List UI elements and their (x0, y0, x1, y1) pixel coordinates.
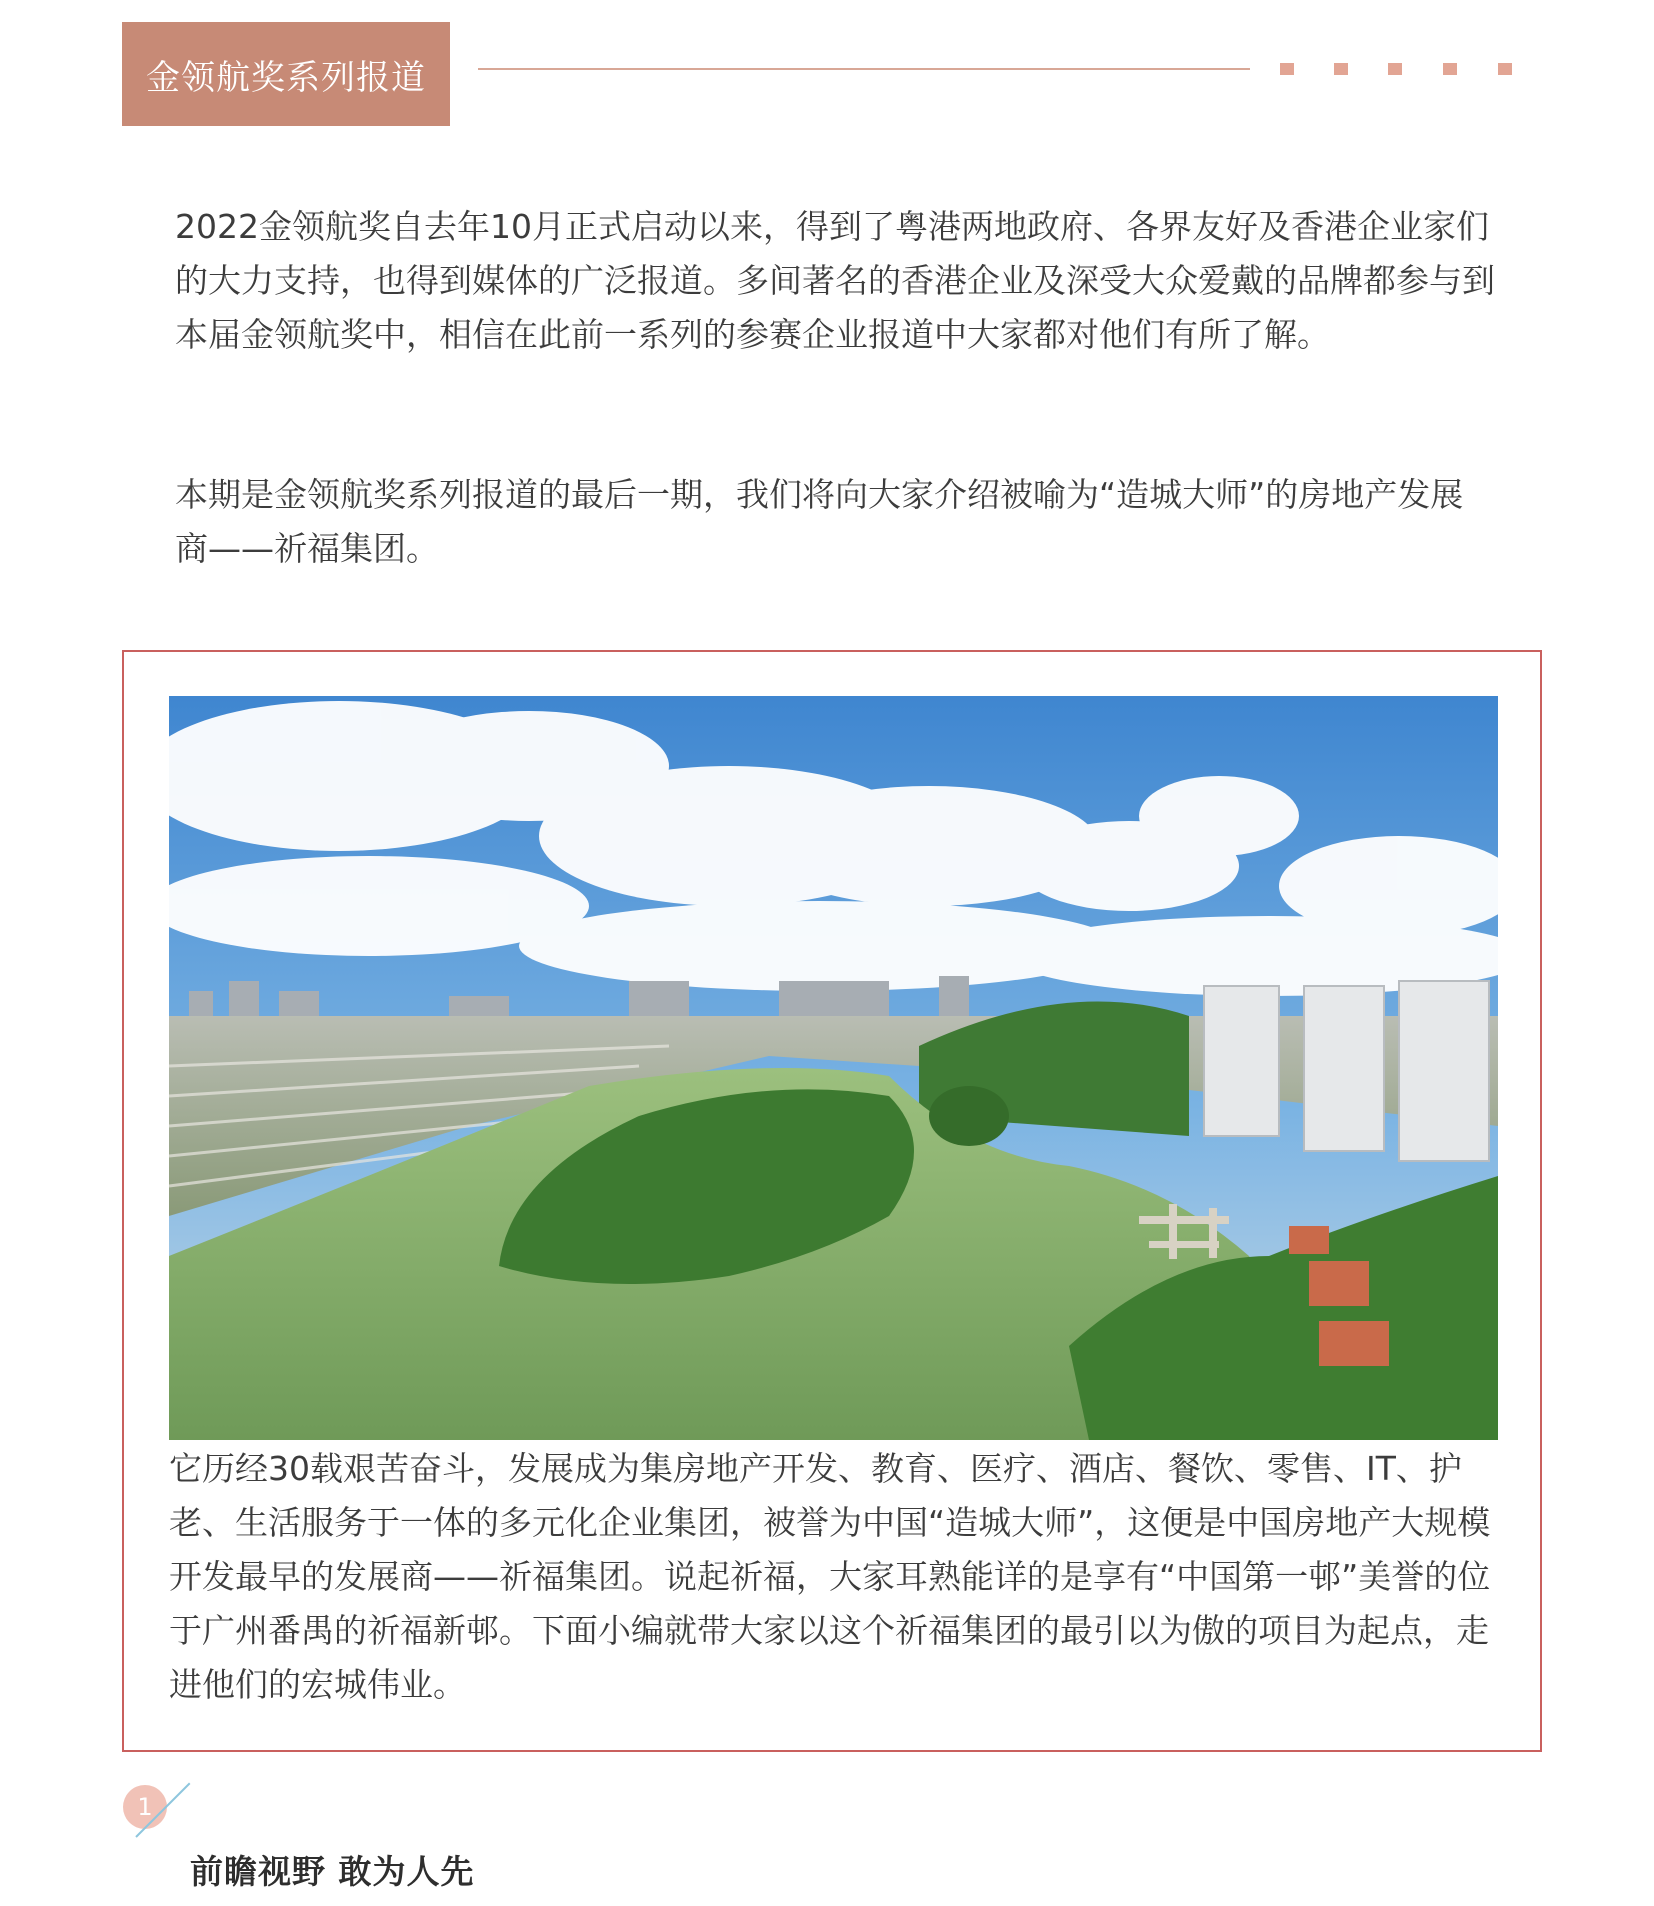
section-title: 前瞻视野 敢为人先 (190, 1852, 475, 1891)
header-dot (1498, 63, 1512, 75)
feature-caption: 它历经30载艰苦奋斗，发展成为集房地产开发、教育、医疗、酒店、餐饮、零售、IT、护老、生活服务于一体的多元化企业集团，被誉为中国“造城大师”，这便是中国房地产大规模开发最早的发展商——祈福集团。说起祈福，大家耳熟能详的是享有“中国第一邨”美誉的位于广州番禺的祈福新邨。下面小编就带大家以这个祈福集团的最引以为傲的项目为起点，走进他们的宏城伟业。 (169, 1449, 1491, 1704)
header-dot (1443, 63, 1457, 75)
section-number-badge: 1 (123, 1785, 167, 1829)
intro-paragraph-1: 2022金领航奖自去年10月正式启动以来，得到了粤港两地政府、各界友好及香港企业家们的大力支持，也得到媒体的广泛报道。多间著名的香港企业及深受大众爱戴的品牌都参与到本届金领航奖中，相信在此前一系列的参赛企业报道中大家都对他们有所了解。 (175, 207, 1495, 354)
aerial-lake-photo (169, 696, 1498, 1440)
intro-paragraph-2: 本期是金领航奖系列报道的最后一期，我们将向大家介绍被喻为“造城大师”的房地产发展商——祈福集团。 (175, 475, 1464, 568)
header-dot (1388, 63, 1402, 75)
header-divider (478, 68, 1250, 70)
series-tag: 金领航奖系列报道 (122, 22, 450, 126)
header-dot (1334, 63, 1348, 75)
header-dots (1280, 63, 1512, 77)
header-dot (1280, 63, 1294, 75)
